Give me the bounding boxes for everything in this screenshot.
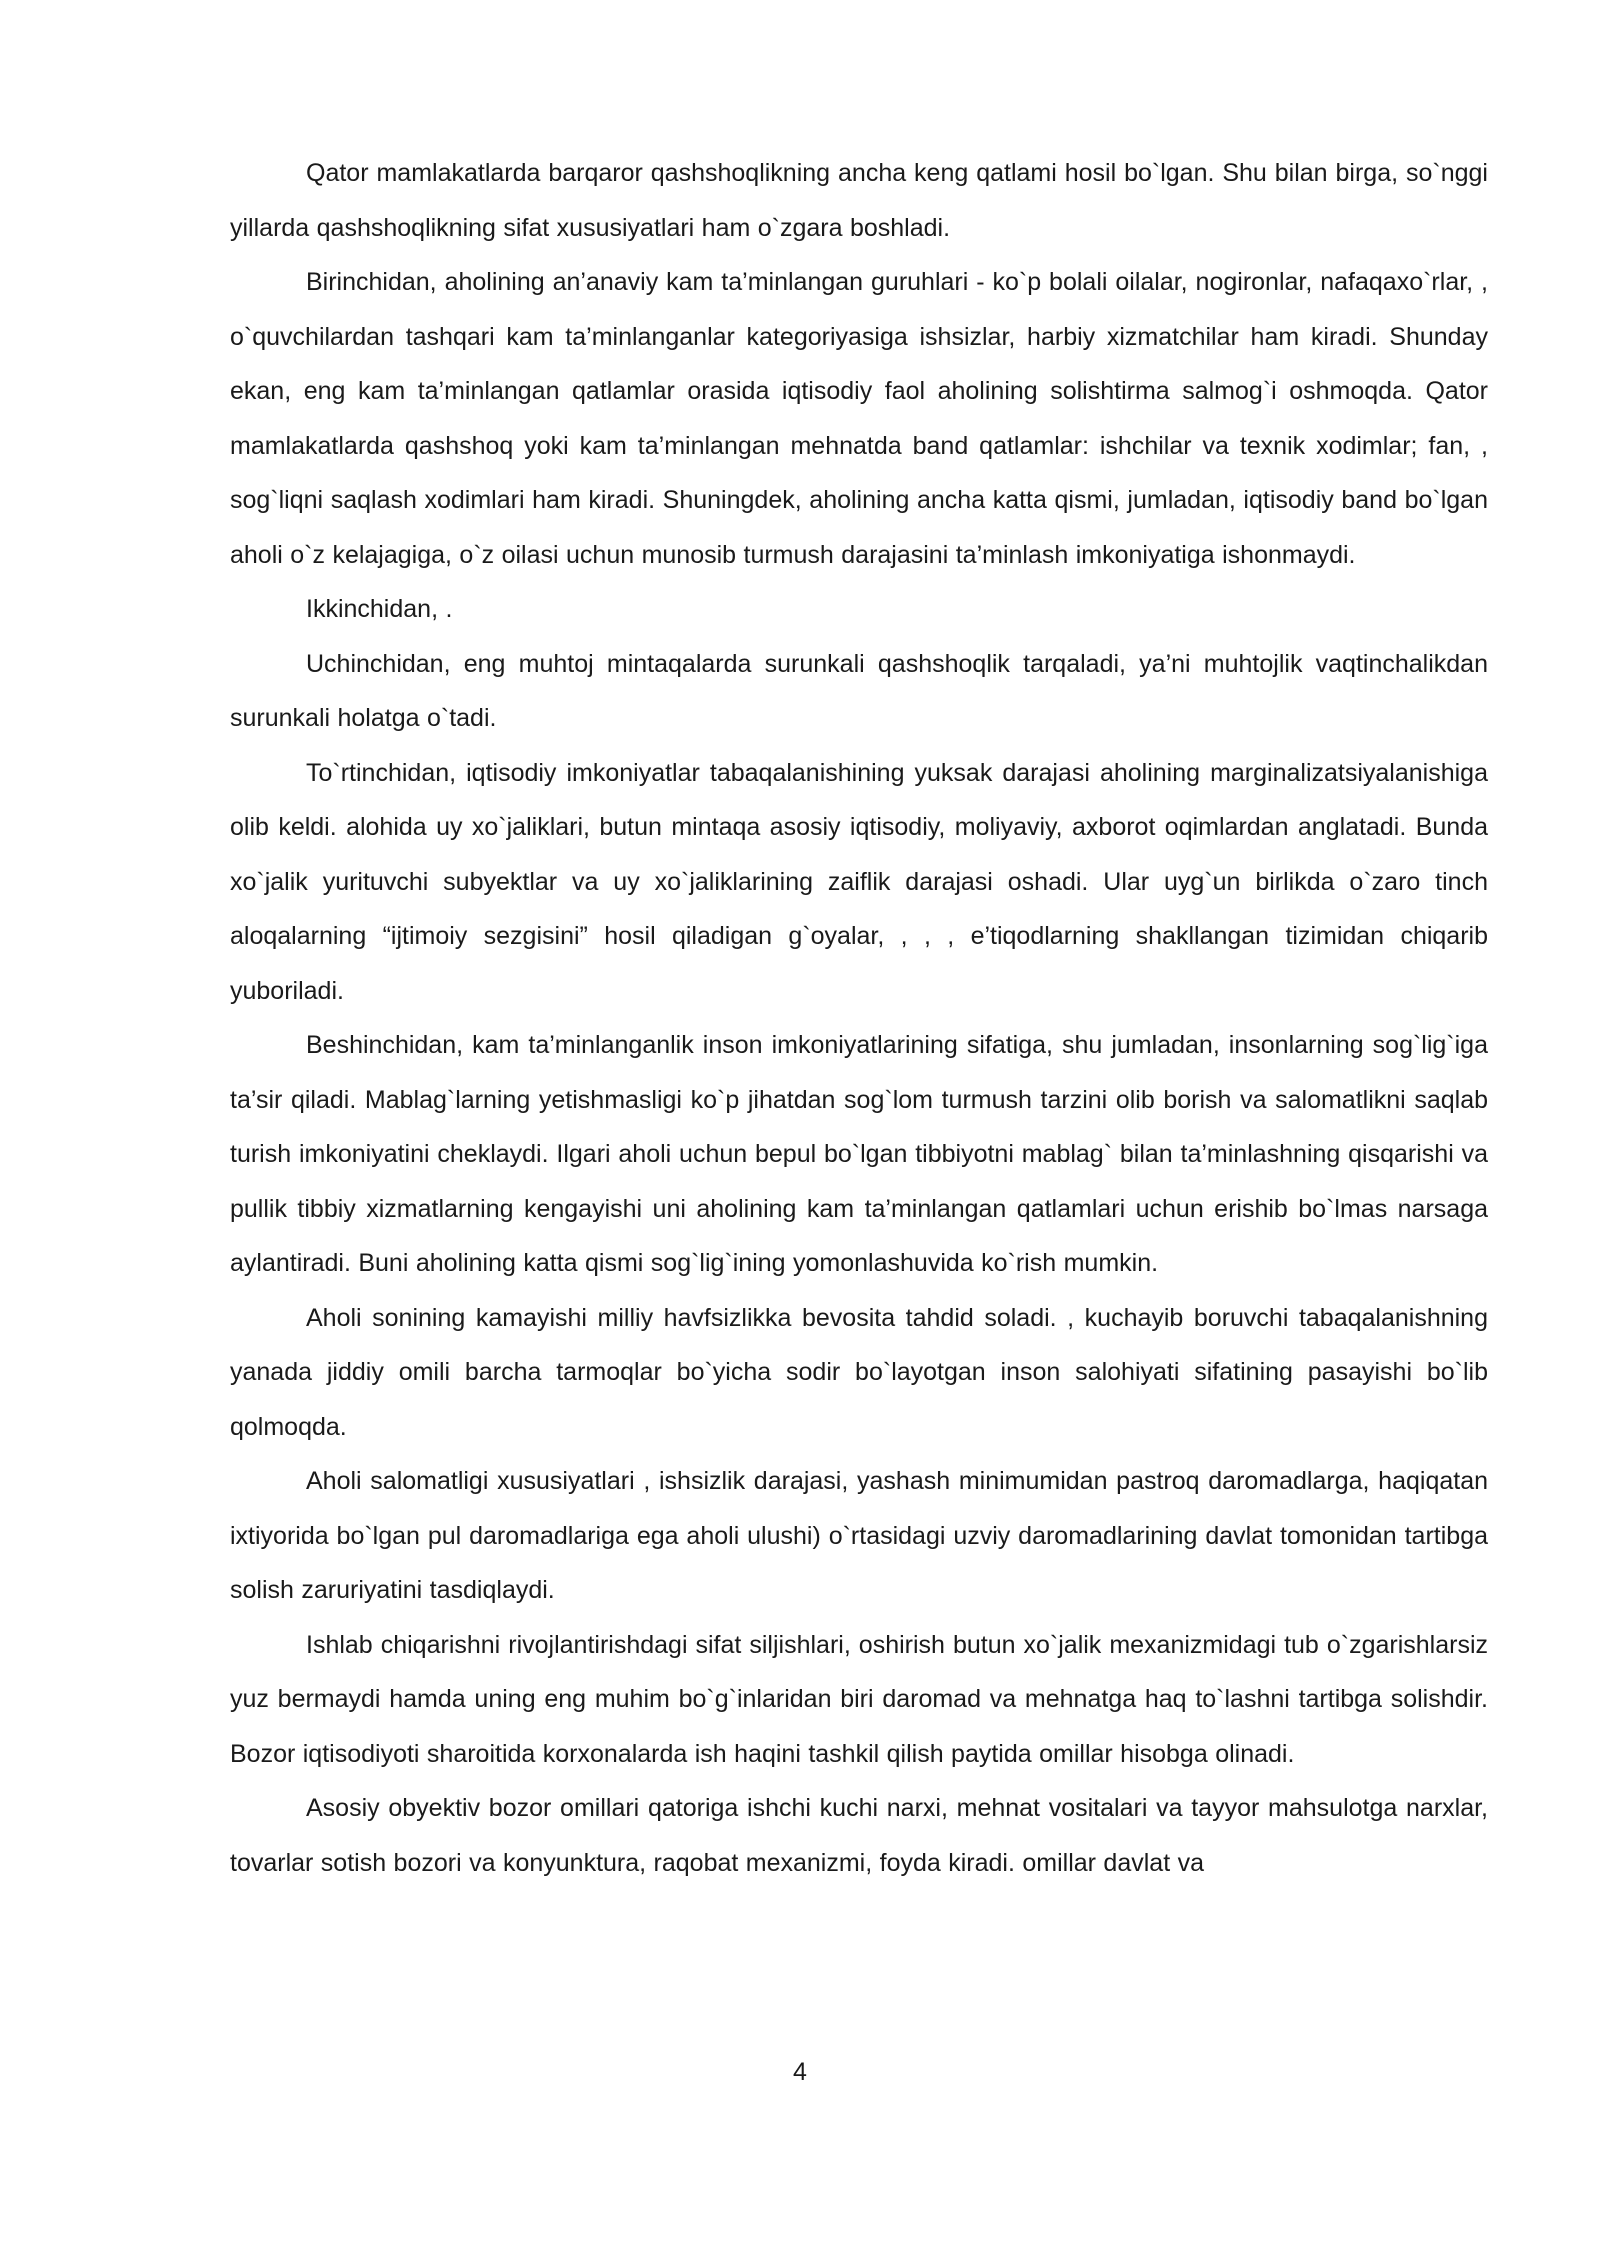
paragraph-7: Aholi sonining kamayishi milliy havfsizlikka bevosita tahdid soladi. , kuchayib boruvchi tabaqalanishning yanada jiddiy omili barcha tarmoqlar bo`yicha sodir bo`layotgan inson salohiyati sifatining pasayishi bo`lib qolmoqda.	[230, 1303, 1488, 1441]
paragraph-1: Qator mamlakatlarda barqaror qashshoqlikning ancha keng qatlami hosil bo`lgan. Shu bilan birga, so`nggi yillarda qashshoqlikning sifat xususiyatlari ham o`zgara boshladi.	[230, 159, 1488, 242]
paragraph-8: Aholi salomatligi xususiyatlari , ishsizlik darajasi, yashash minimumidan pastroq daromadlarga, haqiqatan ixtiyorida bo`lgan pul daromadlariga ega aholi ulushi) o`rtasidagi uzviy daromadlarining davlat tomonidan tartibga solish zaruriyatini tasdiqlaydi.	[230, 1467, 1488, 1604]
paragraph-3: Ikkinchidan, .	[306, 595, 453, 623]
body-text	[230, 146, 1488, 1890]
paragraph-2: Birinchidan, aholining an’anaviy kam ta’minlangan guruhlari - ko`p bolali oilalar, nogironlar, nafaqaxo`rlar, , o`quvchilardan tashqari kam ta’minlanganlar kategoriyasiga ishsizlar, harbiy xizmatchilar ham kiradi. Shunday ekan, eng kam ta’minlangan qatlamlar orasida iqtisodiy faol aholining solishtirma salmog`i oshmoqda. Qator mamlakatlarda qashshoq yoki kam ta’minlangan mehnatda band qatlamlar: ishchilar va texnik xodimlar; fan, , sog`liqni saqlash xodimlari ham kiradi. Shuningdek, aholining ancha katta qismi, jumladan, iqtisodiy band bo`lgan aholi o`z kelajagiga, o`z oilasi uchun munosib turmush darajasini ta’minlash imkoniyatiga ishonmaydi.	[230, 268, 1488, 569]
paragraph-10: Asosiy obyektiv bozor omillari qatoriga ishchi kuchi narxi, mehnat vositalari va tayyor mahsulotga narxlar, tovarlar sotish bozori va konyunktura, raqobat mexanizmi, foyda kiradi. omillar davlat va	[230, 1794, 1488, 1877]
paragraph-6: Beshinchidan, kam ta’minlanganlik inson imkoniyatlarining sifatiga, shu jumladan, insonlarning sog`lig`iga ta’sir qiladi. Mablag`larning yetishmasligi ko`p jihatdan sog`lom turmush tarzini olib borish va salomatlikni saqlab turish imkoniyatini cheklaydi. Ilgari aholi uchun bepul bo`lgan tibbiyotni mablag` bilan ta’minlashning qisqarishi va pullik tibbiy xizmatlarning kengayishi uni aholining kam ta’minlangan qatlamlari uchun erishib bo`lmas narsaga aylantiradi. Buni aholining katta qismi sog`lig`ining yomonlashuvida ko`rish mumkin.	[230, 1031, 1488, 1277]
page-number: 4	[793, 2058, 807, 2086]
paragraph-5: To`rtinchidan, iqtisodiy imkoniyatlar tabaqalanishining yuksak darajasi aholining marginalizatsiyalanishiga olib keldi. alohida uy xo`jaliklari, butun mintaqa asosiy iqtisodiy, moliyaviy, axborot oqimlardan anglatadi. Bunda xo`jalik yurituvchi subyektlar va uy xo`jaliklarining zaiflik darajasi oshadi. Ular uyg`un birlikda o`zaro tinch aloqalarning “ijtimoiy sezgisini” hosil qiladigan g`oyalar, , , , e’tiqodlarning shakllangan tizimidan chiqarib yuboriladi.	[230, 758, 1488, 1005]
paragraph-4: Uchinchidan, eng muhtoj mintaqalarda surunkali qashshoqlik tarqaladi, ya’ni muhtojlik vaqtinchalikdan surunkali holatga o`tadi.	[230, 649, 1488, 732]
paragraph-9: Ishlab chiqarishni rivojlantirishdagi sifat siljishlari, oshirish butun xo`jalik mexanizmidagi tub o`zgarishlarsiz yuz bermaydi hamda uning eng muhim bo`g`inlaridan biri daromad va mehnatga haq to`lashni tartibga solishdir. Bozor iqtisodiyoti sharoitida korxonalarda ish haqini tashkil qilish paytida omillar hisobga olinadi.	[230, 1630, 1488, 1768]
